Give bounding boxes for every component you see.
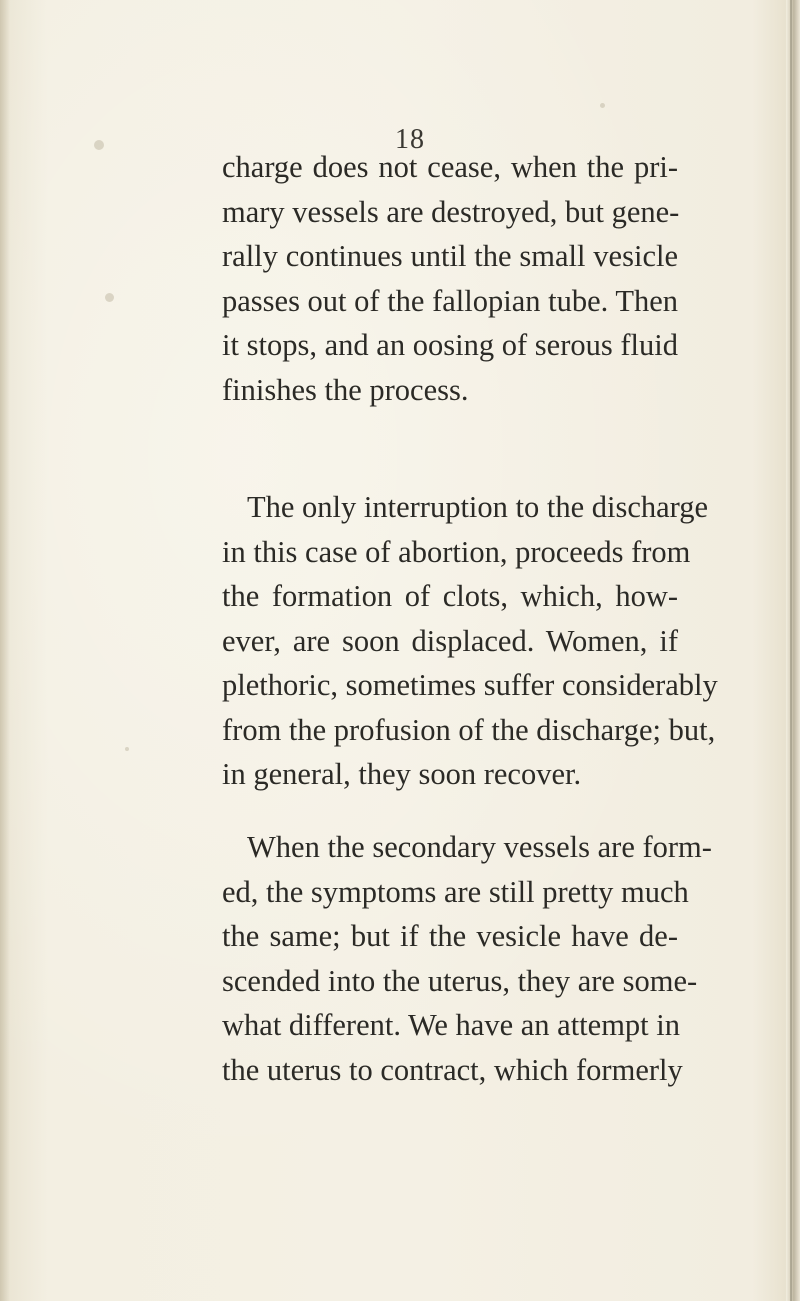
paragraph-2: [222, 485, 718, 797]
text-line: the formation of clots, which, how-: [222, 579, 678, 613]
page-gutter-shadow: [0, 0, 10, 1301]
text-line: it stops, and an oosing of serous fluid: [222, 328, 678, 362]
text-line: When the secondary vessels are form-: [247, 830, 712, 864]
text-line: mary vessels are destroyed, but gene-: [222, 194, 680, 229]
text-line: from the profusion of the discharge; but,: [222, 712, 716, 747]
text-line: plethoric, sometimes suffer considerably: [222, 668, 718, 702]
page-number: 18: [395, 124, 425, 155]
text-line: The only interruption to the discharge: [247, 490, 709, 524]
text-line: ed, the symptoms are still pretty much: [222, 874, 689, 909]
text-line: scended into the uterus, they are some-: [222, 963, 698, 998]
paragraph-1: [222, 145, 678, 412]
text-line: passes out of the fallopian tube. Then: [222, 283, 678, 318]
paper-speck: [105, 293, 114, 302]
paper-speck: [125, 747, 129, 751]
text-line: rally continues until the small vesicle: [222, 239, 678, 273]
text-line: finishes the process.: [222, 372, 469, 407]
text-line: in this case of abortion, proceeds from: [222, 534, 691, 569]
page-edge: [786, 0, 800, 1301]
page-edge-line: [790, 0, 792, 1301]
text-line: charge does not cease, when the pri-: [222, 150, 678, 184]
paper-speck: [600, 103, 605, 108]
text-line: in general, they soon recover.: [222, 757, 582, 791]
paragraph-3: [222, 825, 712, 1092]
paper-speck: [94, 140, 104, 150]
text-line: the uterus to contract, which formerly: [222, 1052, 683, 1087]
text-line: what different. We have an attempt in: [222, 1008, 680, 1042]
text-line: ever, are soon displaced. Women, if: [222, 623, 678, 658]
text-line: the same; but if the vesicle have de-: [222, 919, 678, 953]
